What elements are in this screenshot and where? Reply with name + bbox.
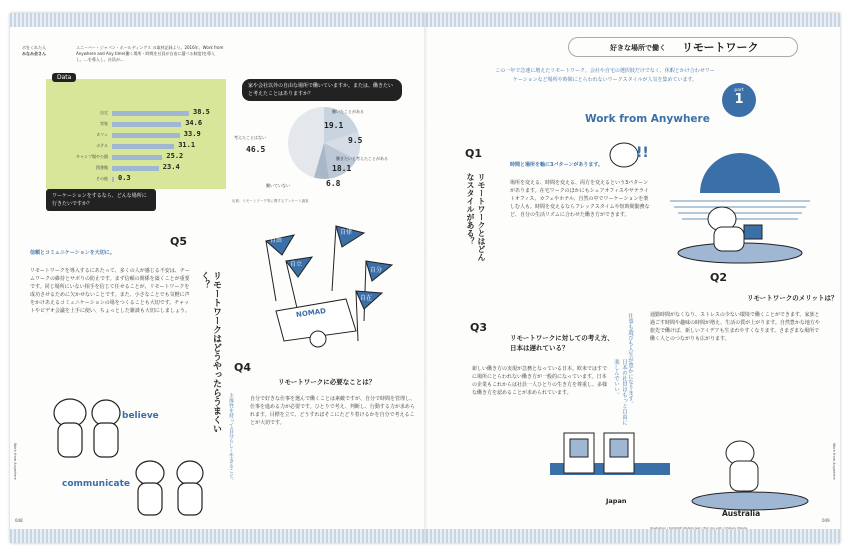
bar-value: 38.5	[193, 108, 210, 116]
bar-chart-question: ワーケーションをするなら、どんな場所に行きたいですか？	[46, 189, 156, 211]
bar-value: 31.1	[178, 141, 196, 149]
flag-word-3: 自立	[290, 261, 303, 268]
japan-australia-illustration	[550, 423, 830, 523]
q3-vertical-subtitle: 日本の社員はもっと自由に楽しんでいい。	[613, 359, 627, 425]
center-fold	[424, 13, 428, 543]
bar-label: ホテル	[96, 143, 108, 148]
pie-chart-block	[232, 79, 417, 194]
communicate-text: communicate	[62, 479, 130, 489]
q5-label: Q5	[170, 235, 188, 248]
q3-label: Q3	[470, 321, 488, 334]
dog-cat-illustration	[40, 383, 220, 523]
q4-label: Q4	[234, 361, 252, 374]
q1-vertical-title: リモートワークとはどんなスタイルがある？	[466, 173, 486, 261]
side-running-text-right: Work from Anywhere	[832, 443, 836, 480]
bar-row	[56, 153, 226, 163]
nomad-banner-text: NOMAD	[295, 306, 327, 320]
magazine-spread	[10, 13, 840, 543]
sun-icon	[700, 153, 780, 193]
bar-value: 34.6	[185, 119, 203, 127]
page-number-right: 049	[822, 518, 830, 523]
pie-label-not-working: 働いていない	[266, 183, 290, 188]
bar-row	[56, 131, 226, 141]
intro-text: ユニーバー・ジャパン・ホールディングス の取材記録より。2016年、Work from Anywhere and Any time(働く場所・時間を社員が自由に選べる制度)を導入し、...を導入し、社員が...	[76, 45, 224, 62]
bar-label: カフェ	[96, 132, 108, 137]
bar-value: 0.3	[118, 174, 131, 182]
credits: Illustration / DAISUKE OKADA text / Emi Ujo edit / Chiharu Mizuta	[650, 526, 748, 530]
q2-label: Q2	[710, 271, 728, 284]
bar	[112, 177, 114, 182]
side-running-text-left: Work from Anywhere	[13, 443, 17, 480]
q4-body-text: 自分で好きな仕事を選んで働くことは素敵ですが、自分で時間を管理し、仕事を進める力が必要です。ひとりで考え、判断し、行動する力が求められます。目標を立て、どうすればそこにたどり着けるかを自分で考えることが大切です。	[250, 396, 416, 426]
small-dog-head-illustration	[606, 137, 649, 173]
pie-chart-source: 出典：リモートワーク等に関するアンケート調査	[232, 199, 309, 203]
flag-word-1: 自由	[270, 237, 283, 244]
work-from-anywhere-title: Work from Anywhere	[585, 113, 710, 125]
svg-text:!!: !!	[636, 145, 649, 161]
pie-label-not-thought: 考えたことはない	[234, 135, 266, 140]
flag-word-5: 自在	[360, 295, 373, 302]
q3-title-line2: 日本は遅れている？	[510, 344, 569, 352]
bar	[112, 133, 180, 138]
bar	[112, 122, 181, 127]
believe-text: believe	[122, 411, 159, 421]
q2-title: リモートワークのメリットは？	[747, 294, 838, 302]
bar-row	[56, 120, 226, 130]
q4-title: リモートワークに必要なことは？	[278, 378, 376, 386]
flag-word-2: 自律	[340, 229, 353, 236]
flag-word-4: 自分	[370, 267, 383, 274]
part-number: 1	[734, 92, 744, 107]
q3-title-line1: リモートワークに対しての考え方、	[510, 334, 614, 342]
bar-chart	[56, 109, 226, 186]
q3-body-text: 新しい働き方の実現が急務となっている日本。欧米ではすでに場所にとらわれない働き方が一般的になっています。日本の企業もこれからは社員一人ひとりの生き方を尊重し、多様な働き方を認めることが求められています。	[472, 366, 608, 396]
bar-row	[56, 175, 226, 185]
page-number-left: 048	[15, 518, 23, 523]
q3-title	[510, 333, 614, 353]
q5-vertical-subtitle: 主体性を持って自分らしく生きること。	[228, 393, 234, 483]
lead-text: この一年で急速に増えたリモートワーク。会社や自宅の選択肢だけでなく、休暇とかけ合わせワーケーションなど場所や時間にとらわれないワークスタイルが人気を集めています。	[495, 68, 715, 83]
bar-label: 自宅	[100, 110, 108, 115]
pie-label-thought: 働きたいと考えたことがある	[336, 156, 388, 161]
part-badge	[722, 83, 756, 117]
q1-heading: 時間と場所を軸に3パターンがあります。	[510, 162, 603, 168]
japan-label: Japan	[606, 497, 627, 505]
q1-body-text: 場所を変える、時間を変える、両方を変えるという3パターンがあります。在宅ワークのほかにもシェアオフィスやサテライトオフィス、カフェやホテル、自然の中でワーケーションを楽しむ人も。時間を変えるならフレックスタイムや短時間勤務など、自分の生活リズムに合わせた働き方ができます。	[510, 180, 650, 218]
pie-value-not-working: 6.8	[326, 179, 341, 188]
q5-section-title: 信頼とコミュニケーションを大切に。	[30, 250, 115, 256]
pie-value-thought: 9.5	[348, 136, 363, 145]
bar-label: その他	[96, 176, 108, 181]
pie-value-other: 18.1	[332, 164, 352, 173]
bar	[112, 155, 162, 160]
surfing-dog-illustration	[660, 153, 820, 273]
q5-body-text: リモートワークを導入するにあたって、多くの人が感じる不安は、チームワークの維持とサボりの防止です。まず信頼の関係を築くことが重要です。同じ場所にいない相手を信じて任せることが、リモートワークを成功させるために欠かせないことです。また、小さなことでも気軽に声をかけあえるコミュニケーションの場をつくることも大切です。チャットやビデオ会議を上手に使い、ちょっとした雑談も大切にしましょう。	[30, 268, 190, 314]
q2-vertical-subtitle: 仕事も遊びも人生が豊かになります。	[627, 313, 633, 407]
pie-value-done: 19.1	[324, 121, 344, 130]
q5-vertical-title: リモートワークはどうやったらうまくいく？	[199, 271, 221, 433]
bar	[112, 144, 174, 149]
bar-row	[56, 164, 226, 174]
pie-chart-question: 家や会社以外の自由な場所で働いていますか。または、働きたいと考えたことはありますか？	[242, 79, 402, 101]
q2-body-text: 通勤時間がなくなり、ストレスの少ない環境で働くことができます。家族と過ごす時間や趣味の時間が増え、生活の質が上がります。自然豊かな地方や旅先で働けば、新しいアイデアも生まれやすくなります。さまざまな場所で働く人とのつながりも広がります。	[650, 312, 820, 342]
bar-value: 33.9	[183, 130, 201, 138]
bar-value: 25.2	[166, 152, 184, 160]
australia-label: Australia	[722, 509, 761, 518]
bar-value: 23.4	[162, 163, 180, 171]
header-title: リモートワーク	[682, 41, 759, 54]
bar-label: キャンプ場や公園	[76, 154, 108, 159]
bar-label: 図書館	[96, 165, 108, 170]
bar-label: 実家	[100, 121, 108, 126]
bar	[112, 166, 159, 171]
bar	[112, 111, 189, 116]
pie-value-not-thought: 46.5	[246, 145, 266, 154]
part-label: part	[734, 88, 744, 93]
header-subtitle: 好きな場所で働く	[610, 44, 666, 52]
bar-row	[56, 142, 226, 152]
laptop-icon	[744, 225, 762, 239]
data-label: Data	[52, 73, 76, 82]
contributor-name: ボをくれた人 みなみ会さん	[22, 45, 46, 56]
pie-label-done: 働いたことがある	[332, 109, 364, 114]
bar-row	[56, 109, 226, 119]
q1-label: Q1	[465, 147, 483, 160]
